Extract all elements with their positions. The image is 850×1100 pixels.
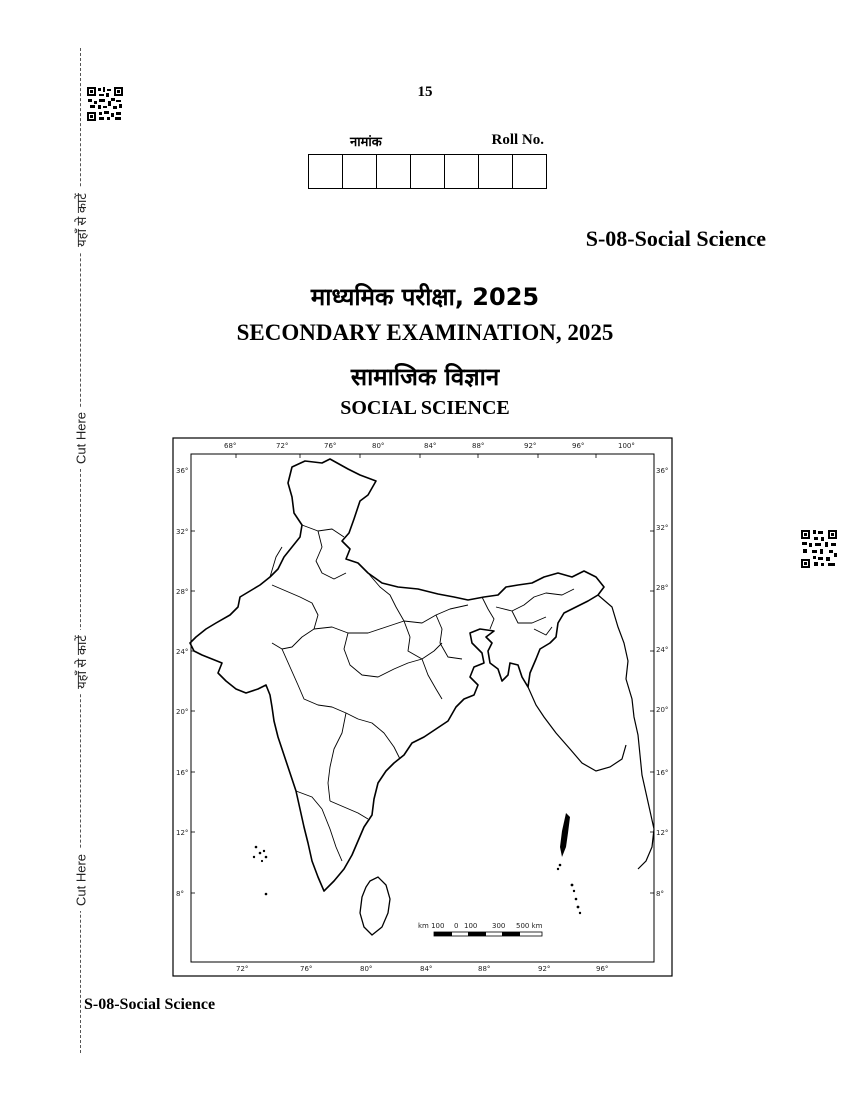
longitude-label: 72°	[236, 965, 249, 973]
longitude-label: 92°	[538, 965, 551, 973]
scale-tick-label: 300	[492, 922, 506, 930]
scale-km-label: km 100	[418, 922, 445, 930]
latitude-label: 12°	[176, 829, 189, 837]
cut-label-english-2: Cut Here	[74, 849, 89, 911]
longitude-label: 88°	[478, 965, 491, 973]
top-longitude-labels	[224, 442, 635, 450]
latitude-label: 28°	[176, 588, 189, 596]
scale-tick-label: 100	[464, 922, 478, 930]
latitude-label: 8°	[656, 890, 664, 898]
longitude-label: 84°	[420, 965, 433, 973]
scale-tick-label: 0	[454, 922, 459, 930]
longitude-label: 72°	[276, 442, 289, 450]
roll-box[interactable]	[411, 155, 445, 188]
latitude-label: 12°	[656, 829, 669, 837]
longitude-label: 100°	[618, 442, 635, 450]
cut-label-hindi-1: यहाँ से काटें	[72, 188, 90, 252]
roll-box[interactable]	[377, 155, 411, 188]
roll-number-boxes	[308, 154, 547, 189]
latitude-label: 24°	[656, 646, 669, 654]
footer-paper-code: S-08-Social Science	[84, 996, 216, 1013]
longitude-label: 96°	[572, 442, 585, 450]
exam-title-english: SECONDARY EXAMINATION, 2025	[236, 320, 614, 345]
roll-box[interactable]	[513, 155, 546, 188]
subject-title-hindi: सामाजिक विज्ञान	[350, 363, 500, 391]
latitude-label: 20°	[176, 708, 189, 716]
longitude-label: 80°	[360, 965, 373, 973]
subject-title-english: SOCIAL SCIENCE	[340, 397, 510, 419]
qr-code-right	[800, 529, 838, 569]
latitude-label: 32°	[656, 524, 669, 532]
roll-label-hindi: नामांक	[350, 135, 382, 150]
paper-code: S-08-Social Science	[585, 226, 766, 251]
latitude-label: 24°	[176, 648, 189, 656]
latitude-label: 28°	[656, 584, 669, 592]
latitude-label: 36°	[176, 467, 189, 475]
longitude-label: 80°	[372, 442, 385, 450]
exam-title-hindi: माध्यमिक परीक्षा, 2025	[310, 283, 540, 311]
latitude-label: 8°	[176, 890, 184, 898]
scale-tick-label: 500 km	[516, 922, 543, 930]
cut-label-hindi-2: यहाँ से काटें	[72, 630, 90, 694]
roll-box[interactable]	[445, 155, 479, 188]
longitude-label: 92°	[524, 442, 537, 450]
latitude-label: 16°	[656, 769, 669, 777]
latitude-label: 16°	[176, 769, 189, 777]
longitude-label: 88°	[472, 442, 485, 450]
longitude-label: 76°	[300, 965, 313, 973]
longitude-label: 68°	[224, 442, 237, 450]
latitude-label: 36°	[656, 467, 669, 475]
longitude-label: 84°	[424, 442, 437, 450]
longitude-label: 76°	[324, 442, 337, 450]
latitude-label: 20°	[656, 706, 669, 714]
roll-box[interactable]	[479, 155, 513, 188]
longitude-label: 96°	[596, 965, 609, 973]
roll-box[interactable]	[309, 155, 343, 188]
roll-label-english: Roll No.	[491, 132, 544, 148]
cut-label-english-1: Cut Here	[74, 407, 89, 469]
latitude-label: 32°	[176, 528, 189, 536]
map-outer-frame	[173, 438, 672, 976]
india-outline-map	[172, 437, 673, 977]
page-number: 15	[417, 84, 433, 100]
roll-box[interactable]	[343, 155, 377, 188]
